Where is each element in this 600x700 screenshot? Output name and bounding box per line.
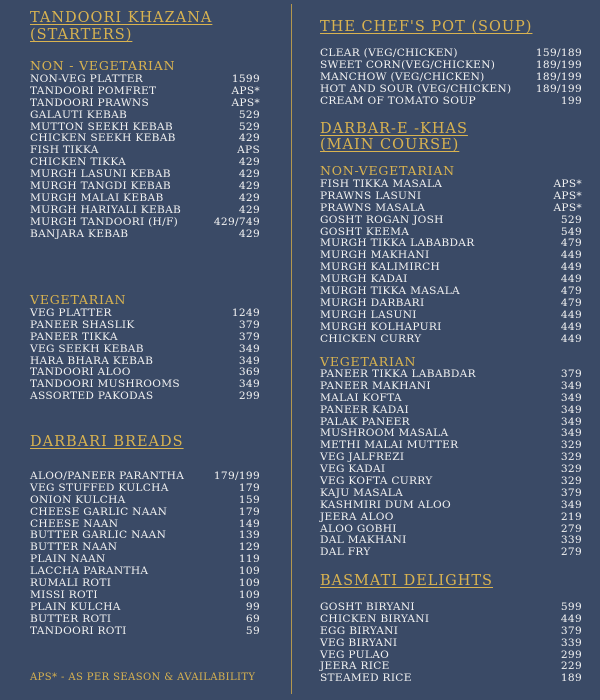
menu-item <box>30 168 260 180</box>
menu-item <box>30 97 260 109</box>
menu-item-name: MISSI ROTI <box>30 588 98 601</box>
menu-item-price: 69 <box>245 612 260 625</box>
menu-item-name: TANDOORI ALOO <box>30 366 131 379</box>
menu-item-name: MURGH TANDOORI (H/F) <box>30 215 179 228</box>
menu-item-price: 179 <box>238 481 260 494</box>
menu-item-price: 429 <box>238 180 260 193</box>
soup-heading: THE CHEF'S POT (SOUP) <box>320 19 533 35</box>
menu-item <box>30 85 260 97</box>
menu-item-price: 529 <box>560 213 582 226</box>
menu-item-name: METHI MALAI MUTTER <box>320 439 459 452</box>
main-course-heading-line1: DARBAR-E -KHAS <box>320 121 468 137</box>
menu-item <box>30 506 260 518</box>
menu-item-name: CHEESE NAAN <box>30 517 119 530</box>
menu-item <box>320 487 582 499</box>
left-veg-list <box>30 307 260 402</box>
menu-item-price: 349 <box>238 342 260 355</box>
menu-item <box>30 366 260 378</box>
menu-item-name: MURGH KALIMIRCH <box>320 261 441 274</box>
menu-item-name: VEG KOFTA CURRY <box>320 475 433 488</box>
menu-item-price: 449 <box>560 261 582 274</box>
menu-item-price: 1249 <box>231 307 260 319</box>
menu-item-price: 379 <box>238 318 260 331</box>
menu-item-price: 479 <box>560 237 582 250</box>
menu-item-price: APS* <box>231 84 260 97</box>
soup-list <box>320 47 582 106</box>
menu-item-price: 349 <box>560 379 582 392</box>
menu-item-price: 479 <box>560 285 582 298</box>
menu-item-name: MURGH KADAI <box>320 273 408 286</box>
menu-item <box>320 321 582 333</box>
menu-item-name: MURGH DARBARI <box>320 296 425 309</box>
menu-item <box>320 601 582 613</box>
menu-item <box>320 637 582 649</box>
menu-item-name: BANJARA KEBAB <box>30 227 129 240</box>
menu-item-price: 349 <box>238 354 260 367</box>
menu-item-price: 449 <box>560 273 582 286</box>
menu-item <box>30 494 260 506</box>
menu-item <box>320 499 582 511</box>
menu-item-name: GOSHT KEEMA <box>320 225 410 238</box>
menu-item-name: ONION KULCHA <box>30 493 126 506</box>
menu-item-price: 139 <box>238 529 260 542</box>
menu-item <box>320 261 582 273</box>
menu-item-name: STEAMED RICE <box>320 672 412 685</box>
left-veg-label: VEGETARIAN <box>30 292 127 307</box>
menu-item-name: BUTTER ROTI <box>30 612 112 625</box>
basmati-heading: BASMATI DELIGHTS <box>320 573 493 589</box>
menu-item <box>320 71 582 83</box>
menu-item-price: 379 <box>560 368 582 380</box>
menu-item-price: 329 <box>560 451 582 464</box>
menu-item-price: 279 <box>560 522 582 535</box>
menu-item-price: 449 <box>560 308 582 321</box>
menu-item <box>320 523 582 535</box>
menu-item-name: MURGH LASUNI KEBAB <box>30 168 171 181</box>
menu-item-name: MURGH MAKHANI <box>320 249 430 262</box>
menu-item <box>30 132 260 144</box>
menu-item <box>320 237 582 249</box>
menu-item-price: APS* <box>553 189 582 202</box>
menu-item <box>320 368 582 380</box>
menu-item-price: 1599 <box>231 73 260 85</box>
menu-item-name: VEG BIRYANI <box>320 636 398 649</box>
menu-item-name: TANDOORI MUSHROOMS <box>30 378 180 391</box>
menu-item-name: MANCHOW (VEG/CHICKEN) <box>320 70 485 83</box>
right-veg-list <box>320 368 582 558</box>
right-nonveg-list <box>320 178 582 344</box>
menu-item <box>30 589 260 601</box>
menu-item-price: 279 <box>560 546 582 559</box>
menu-item-name: PANEER TIKKA LABABDAR <box>320 368 476 380</box>
menu-item-price: APS* <box>553 201 582 214</box>
menu-item-name: TANDOORI PRAWNS <box>30 96 150 109</box>
menu-item-price: 349 <box>560 427 582 440</box>
menu-item-name: PLAIN NAAN <box>30 553 106 566</box>
menu-item <box>30 331 260 343</box>
menu-item-name: ASSORTED PAKODAS <box>30 390 154 403</box>
menu-item-price: 229 <box>560 660 582 673</box>
menu-item-price: APS <box>237 144 260 157</box>
menu-item-price: 429 <box>238 168 260 181</box>
menu-item-name: MURGH TIKKA LABABDAR <box>320 237 475 250</box>
menu-item <box>320 511 582 523</box>
menu-item-price: 449 <box>560 249 582 262</box>
aps-footnote: APS* - AS PER SEASON & AVAILABILITY <box>30 672 256 683</box>
menu-item <box>320 534 582 546</box>
menu-item-price: 59 <box>245 624 260 637</box>
menu-item-price: 479 <box>560 296 582 309</box>
menu-item-price: 429 <box>238 156 260 169</box>
menu-item <box>320 285 582 297</box>
menu-item-price: 349 <box>560 415 582 428</box>
menu-item <box>30 144 260 156</box>
menu-item <box>30 553 260 565</box>
left-nonveg-label: NON - VEGETARIAN <box>30 58 176 73</box>
menu-item <box>30 307 260 319</box>
menu-item <box>30 390 260 402</box>
menu-item <box>320 190 582 202</box>
menu-item-price: 189/199 <box>535 58 582 71</box>
menu-item <box>30 180 260 192</box>
menu-item <box>320 202 582 214</box>
menu-item <box>30 482 260 494</box>
main-course-heading-line2: (MAIN COURSE) <box>320 137 460 153</box>
menu-item-name: FISH TIKKA <box>30 144 99 157</box>
menu-item <box>320 309 582 321</box>
menu-item-price: 369 <box>238 366 260 379</box>
starters-heading-line1: TANDOORI KHAZANA <box>30 10 213 26</box>
menu-item-name: EGG BIRYANI <box>320 624 399 637</box>
menu-item-price: 349 <box>560 391 582 404</box>
menu-item-name: PANEER KADAI <box>320 403 409 416</box>
menu-item <box>30 470 260 482</box>
menu-item-price: 199 <box>560 94 582 107</box>
menu-item <box>320 249 582 261</box>
menu-item-name: BUTTER NAAN <box>30 541 118 554</box>
menu-item-price: 109 <box>238 588 260 601</box>
menu-item-name: ALOO GOBHI <box>320 522 397 535</box>
menu-item <box>30 577 260 589</box>
menu-item-name: NON-VEG PLATTER <box>30 73 144 85</box>
menu-item-name: CHEESE GARLIC NAAN <box>30 505 168 518</box>
menu-item-name: SWEET CORN(VEG/CHICKEN) <box>320 58 496 71</box>
menu-item-price: 159 <box>238 493 260 506</box>
menu-item-price: 379 <box>560 624 582 637</box>
menu-item <box>30 73 260 85</box>
menu-item-price: 159/189 <box>535 47 582 59</box>
menu-item-name: PRAWNS MASALA <box>320 201 426 214</box>
menu-item-price: 599 <box>560 601 582 613</box>
menu-item-name: VEG KADAI <box>320 463 386 476</box>
menu-item <box>320 672 582 684</box>
menu-item <box>30 216 260 228</box>
menu-item-name: VEG STUFFED KULCHA <box>30 481 169 494</box>
menu-item <box>320 59 582 71</box>
menu-item-name: TANDOORI POMFRET <box>30 84 157 97</box>
menu-item-name: MURGH KOLHAPURI <box>320 320 442 333</box>
menu-item-name: GALAUTI KEBAB <box>30 108 128 121</box>
menu-item <box>30 156 260 168</box>
menu-item-name: DAL MAKHANI <box>320 534 407 547</box>
menu-item-name: HOT AND SOUR (VEG/CHICKEN) <box>320 82 512 95</box>
menu-item-price: 349 <box>560 498 582 511</box>
menu-item <box>320 660 582 672</box>
right-nonveg-label: NON-VEGETARIAN <box>320 163 455 178</box>
menu-item-name: JEERA ALOO <box>320 510 394 523</box>
menu-item-price: 189 <box>560 672 582 685</box>
menu-item <box>320 297 582 309</box>
menu-item <box>320 439 582 451</box>
menu-item-price: 179/199 <box>213 470 260 482</box>
menu-item <box>30 109 260 121</box>
menu-item-name: BUTTER GARLIC NAAN <box>30 529 167 542</box>
menu-item <box>320 416 582 428</box>
menu-item-name: MUTTON SEEKH KEBAB <box>30 120 173 133</box>
menu-item-name: MURGH TANGDI KEBAB <box>30 180 172 193</box>
menu-item <box>320 47 582 59</box>
menu-item-name: PLAIN KULCHA <box>30 600 121 613</box>
menu-item-price: 429/749 <box>213 215 260 228</box>
menu-item-price: 529 <box>238 120 260 133</box>
menu-item <box>320 546 582 558</box>
menu-item <box>320 463 582 475</box>
menu-item <box>320 392 582 404</box>
menu-item-price: 149 <box>238 517 260 530</box>
basmati-list <box>320 601 582 684</box>
menu-item-name: CHICKEN CURRY <box>320 332 422 345</box>
menu-item <box>30 518 260 530</box>
menu-item-price: 99 <box>245 600 260 613</box>
menu-item <box>320 427 582 439</box>
menu-item-price: 339 <box>560 636 582 649</box>
menu-item-price: 109 <box>238 565 260 578</box>
menu-item <box>320 226 582 238</box>
menu-item-price: 329 <box>560 463 582 476</box>
menu-item <box>320 273 582 285</box>
menu-item-price: 429 <box>238 203 260 216</box>
menu-item-price: 329 <box>560 475 582 488</box>
menu-item-name: CREAM OF TOMATO SOUP <box>320 94 476 107</box>
menu-item-price: 189/199 <box>535 70 582 83</box>
menu-item-price: 449 <box>560 612 582 625</box>
breads-list <box>30 470 260 636</box>
menu-item-name: GOSHT BIRYANI <box>320 601 415 613</box>
menu-item <box>30 541 260 553</box>
menu-item <box>30 204 260 216</box>
menu-item-name: TANDOORI ROTI <box>30 624 127 637</box>
starters-heading-line2: (STARTERS) <box>30 27 133 43</box>
menu-item-price: APS* <box>553 178 582 190</box>
menu-item <box>320 214 582 226</box>
menu-item-name: PRAWNS LASUNI <box>320 189 422 202</box>
menu-item-price: 189/199 <box>535 82 582 95</box>
menu-item-price: 329 <box>560 439 582 452</box>
menu-item <box>320 95 582 107</box>
menu-item <box>320 404 582 416</box>
menu-item-name: MUSHROOM MASALA <box>320 427 449 440</box>
menu-item-price: 449 <box>560 332 582 345</box>
menu-item-name: VEG SEEKH KEBAB <box>30 342 144 355</box>
menu-item-name: MURGH TIKKA MASALA <box>320 285 460 298</box>
menu-item-price: 299 <box>560 648 582 661</box>
menu-item-name: ALOO/PANEER PARANTHA <box>30 470 185 482</box>
menu-item-price: 109 <box>238 577 260 590</box>
menu-item-price: 179 <box>238 505 260 518</box>
menu-item <box>320 451 582 463</box>
menu-item-name: MALAI KOFTA <box>320 391 402 404</box>
menu-item-price: 549 <box>560 225 582 238</box>
menu-item <box>320 613 582 625</box>
menu-item-name: FISH TIKKA MASALA <box>320 178 443 190</box>
menu-item-price: 429 <box>238 227 260 240</box>
menu-item <box>320 83 582 95</box>
menu-item-price: 349 <box>560 403 582 416</box>
right-veg-label: VEGETARIAN <box>320 354 417 369</box>
menu-item <box>30 319 260 331</box>
menu-item-name: VEG PLATTER <box>30 307 112 319</box>
menu-item-name: PANEER TIKKA <box>30 330 118 343</box>
menu-item-price: 219 <box>560 510 582 523</box>
menu-item-name: PANEER SHASLIK <box>30 318 135 331</box>
menu-item-price: 339 <box>560 534 582 547</box>
menu-item-name: GOSHT ROGAN JOSH <box>320 213 444 226</box>
menu-item <box>320 178 582 190</box>
menu-item-name: KASHMIRI DUM ALOO <box>320 498 451 511</box>
menu-item-price: 129 <box>238 541 260 554</box>
menu-item-price: 429 <box>238 132 260 145</box>
menu-item <box>30 343 260 355</box>
menu-item-name: DAL FRY <box>320 546 371 559</box>
menu-item <box>30 228 260 240</box>
menu-item-price: 529 <box>238 108 260 121</box>
menu-item-name: PALAK PANEER <box>320 415 410 428</box>
menu-item <box>30 601 260 613</box>
menu-item-name: MURGH MALAI KEBAB <box>30 191 164 204</box>
column-divider <box>291 4 292 694</box>
menu-item <box>30 625 260 637</box>
left-nonveg-list <box>30 73 260 239</box>
menu-item-price: 429 <box>238 191 260 204</box>
menu-item <box>30 121 260 133</box>
menu-item <box>320 380 582 392</box>
menu-item <box>30 192 260 204</box>
menu-item <box>320 625 582 637</box>
menu-item <box>30 613 260 625</box>
menu-item-name: MURGH HARIYALI KEBAB <box>30 203 182 216</box>
menu-item-name: CHICKEN TIKKA <box>30 156 127 169</box>
menu-item-name: VEG PULAO <box>320 648 390 661</box>
menu-item-price: 349 <box>238 378 260 391</box>
menu-item-price: 379 <box>560 486 582 499</box>
menu-item-name: LACCHA PARANTHA <box>30 565 149 578</box>
menu-item-name: CHICKEN SEEKH KEBAB <box>30 132 176 145</box>
menu-item <box>30 529 260 541</box>
menu-item-name: PANEER MAKHANI <box>320 379 431 392</box>
menu-item-name: MURGH LASUNI <box>320 308 417 321</box>
menu-item-name: CLEAR (VEG/CHICKEN) <box>320 47 458 59</box>
menu-item-name: KAJU MASALA <box>320 486 404 499</box>
menu-item-name: JEERA RICE <box>320 660 390 673</box>
menu-item <box>320 475 582 487</box>
menu-item-price: 379 <box>238 330 260 343</box>
menu-item <box>30 355 260 367</box>
menu-item-price: APS* <box>231 96 260 109</box>
menu-item-name: HARA BHARA KEBAB <box>30 354 154 367</box>
menu-item <box>320 649 582 661</box>
menu-item-name: RUMALI ROTI <box>30 577 112 590</box>
breads-heading: DARBARI BREADS <box>30 434 184 450</box>
menu-item-name: VEG JALFREZI <box>320 451 405 464</box>
menu-item-price: 119 <box>238 553 260 566</box>
menu-item <box>30 565 260 577</box>
menu-item <box>30 378 260 390</box>
menu-item <box>320 333 582 345</box>
menu-item-price: 449 <box>560 320 582 333</box>
menu-item-price: 299 <box>238 390 260 403</box>
menu-item-name: CHICKEN BIRYANI <box>320 612 430 625</box>
